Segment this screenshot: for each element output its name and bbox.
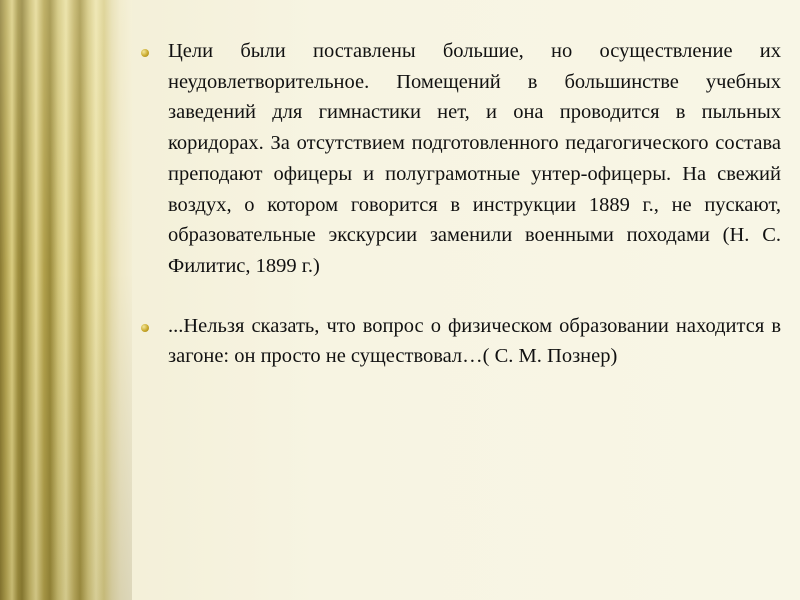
- bullet-dot-icon: [141, 324, 149, 332]
- curtain-shading: [0, 0, 132, 600]
- bullet-item-quote-pozner: [132, 311, 782, 372]
- bullet-item-quote-filitis: [132, 36, 782, 282]
- bullet-text: ...Нельзя сказать, что вопрос о физическом образовании находится в загоне: он просто не существовал…( С. М. Познер): [168, 314, 781, 368]
- bullet-text: Цели были поставлены большие, но осуществление их неудовлетворительное. Помещений в большинстве учебных заведений для гимнастики нет, и она проводится в пыльных коридорах. За отсутствием подготовленного педагогического состава преподают офицеры и полуграмотные унтер-офицеры. На свежий воздух, о котором говорится в инструкции 1889 г., не пускают, образовательные экскурсии заменили военными походами (Н. С. Филитис, 1899 г.): [168, 40, 781, 277]
- bullet-dot-icon: [141, 49, 149, 57]
- slide-content: [132, 36, 782, 372]
